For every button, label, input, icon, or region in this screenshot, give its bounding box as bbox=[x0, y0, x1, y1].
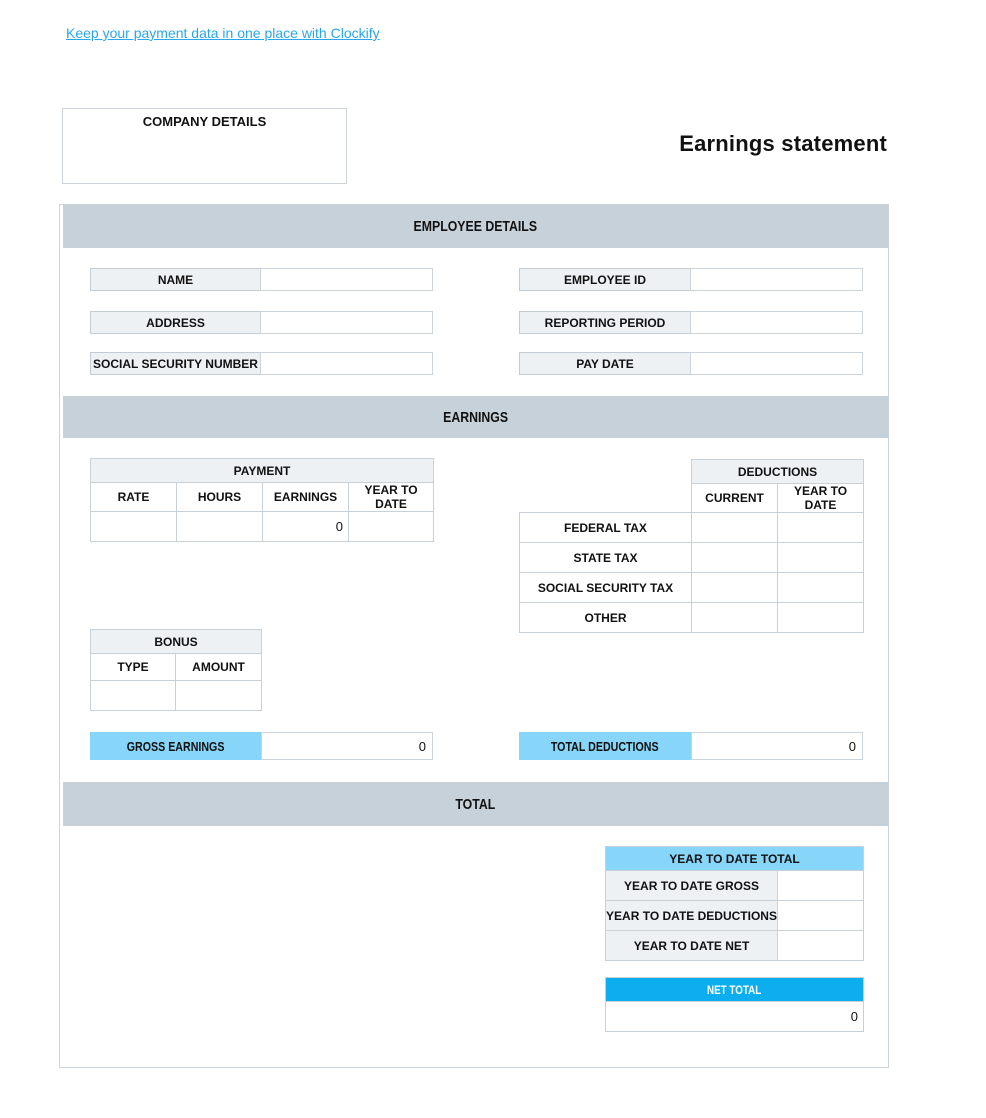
name-value-cell[interactable] bbox=[260, 268, 433, 291]
employee-details-title: EMPLOYEE DETAILS bbox=[413, 218, 538, 235]
earnings-value-cell[interactable]: 0 bbox=[263, 512, 349, 542]
social-security-tax-ytd-cell[interactable] bbox=[778, 573, 864, 603]
state-tax-current-cell[interactable] bbox=[692, 543, 778, 573]
year-to-date-column-header: YEAR TO DATE bbox=[349, 483, 434, 512]
reporting-period-label: REPORTING PERIOD bbox=[519, 311, 691, 334]
bonus-table bbox=[90, 629, 262, 711]
deductions-table bbox=[519, 459, 864, 633]
total-deductions-value-cell[interactable]: 0 bbox=[691, 732, 863, 760]
social-security-number-value-cell[interactable] bbox=[260, 352, 433, 375]
hours-column-header: HOURS bbox=[177, 483, 263, 512]
ytd-total-table bbox=[605, 846, 864, 961]
ytd-net-label: YEAR TO DATE NET bbox=[606, 931, 778, 961]
employee-details-section-header bbox=[63, 205, 888, 248]
state-tax-ytd-cell[interactable] bbox=[778, 543, 864, 573]
earnings-column-header: EARNINGS bbox=[263, 483, 349, 512]
ytd-net-value-cell[interactable] bbox=[778, 931, 864, 961]
deductions-table-title: DEDUCTIONS bbox=[692, 460, 864, 484]
gross-earnings-label-text: GROSS EARNINGS bbox=[126, 738, 225, 754]
ytd-gross-value-cell[interactable] bbox=[778, 871, 864, 901]
address-value-cell[interactable] bbox=[260, 311, 433, 334]
state-tax-label: STATE TAX bbox=[520, 543, 692, 573]
ytd-deductions-label: YEAR TO DATE DEDUCTIONS bbox=[606, 901, 778, 931]
social-security-tax-label: SOCIAL SECURITY TAX bbox=[520, 573, 692, 603]
federal-tax-ytd-cell[interactable] bbox=[778, 513, 864, 543]
rate-input-cell[interactable] bbox=[91, 512, 177, 542]
address-label: ADDRESS bbox=[90, 311, 261, 334]
gross-earnings-value-cell[interactable]: 0 bbox=[261, 732, 433, 760]
net-total-title bbox=[606, 978, 864, 1002]
ytd-total-title: YEAR TO DATE TOTAL bbox=[606, 847, 864, 871]
deductions-year-to-date-column-header: YEAR TO DATE bbox=[778, 484, 864, 513]
hours-input-cell[interactable] bbox=[177, 512, 263, 542]
name-label: NAME bbox=[90, 268, 261, 291]
earnings-title: EARNINGS bbox=[443, 408, 508, 426]
deductions-spacer bbox=[520, 460, 692, 513]
social-security-tax-current-cell[interactable] bbox=[692, 573, 778, 603]
rate-column-header: RATE bbox=[91, 483, 177, 512]
bonus-amount-input-cell[interactable] bbox=[176, 681, 262, 711]
payment-table bbox=[90, 458, 434, 542]
earnings-section-header bbox=[63, 396, 888, 438]
pay-date-value-cell[interactable] bbox=[690, 352, 863, 375]
other-deduction-label: OTHER bbox=[520, 603, 692, 633]
total-deductions-label bbox=[519, 732, 691, 760]
ytd-gross-label: YEAR TO DATE GROSS bbox=[606, 871, 778, 901]
pay-date-label: PAY DATE bbox=[519, 352, 691, 375]
other-deduction-current-cell[interactable] bbox=[692, 603, 778, 633]
clockify-link[interactable]: Keep your payment data in one place with Clockify bbox=[66, 25, 380, 41]
federal-tax-current-cell[interactable] bbox=[692, 513, 778, 543]
ytd-deductions-value-cell[interactable] bbox=[778, 901, 864, 931]
reporting-period-value-cell[interactable] bbox=[690, 311, 863, 334]
statement-body bbox=[59, 204, 889, 1068]
bonus-amount-column-header: AMOUNT bbox=[176, 654, 262, 681]
employee-id-label: EMPLOYEE ID bbox=[519, 268, 691, 291]
company-details-title: COMPANY DETAILS bbox=[142, 114, 267, 129]
payment-table-title: PAYMENT bbox=[91, 459, 434, 483]
bonus-type-input-cell[interactable] bbox=[91, 681, 176, 711]
social-security-number-label: SOCIAL SECURITY NUMBER bbox=[90, 352, 261, 375]
bonus-type-column-header: TYPE bbox=[91, 654, 176, 681]
total-title: TOTAL bbox=[455, 795, 496, 813]
other-deduction-ytd-cell[interactable] bbox=[778, 603, 864, 633]
page-title: Earnings statement bbox=[679, 131, 887, 156]
current-column-header: CURRENT bbox=[692, 484, 778, 513]
net-total-title-text: NET TOTAL bbox=[707, 982, 762, 997]
gross-earnings-label bbox=[90, 732, 261, 760]
bonus-table-title: BONUS bbox=[91, 630, 262, 654]
net-total-table bbox=[605, 977, 864, 1032]
company-details-box[interactable] bbox=[62, 108, 347, 184]
federal-tax-label: FEDERAL TAX bbox=[520, 513, 692, 543]
payment-year-to-date-input-cell[interactable] bbox=[349, 512, 434, 542]
net-total-value-cell[interactable]: 0 bbox=[606, 1002, 864, 1032]
total-section-header bbox=[63, 782, 888, 826]
total-deductions-label-text: TOTAL DEDUCTIONS bbox=[551, 738, 659, 754]
employee-id-value-cell[interactable] bbox=[690, 268, 863, 291]
